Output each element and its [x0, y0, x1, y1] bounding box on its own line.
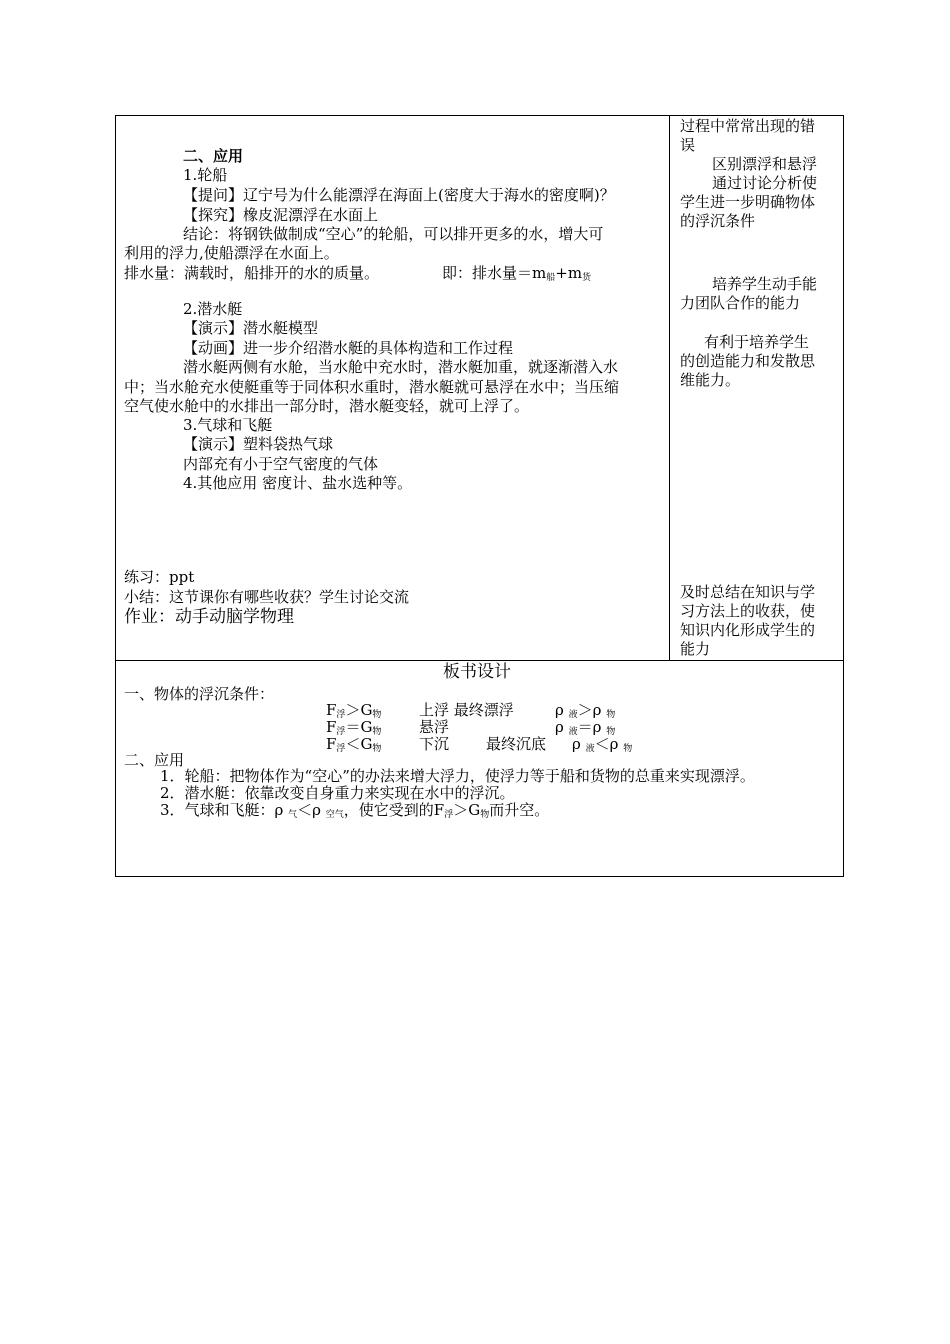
side-note-2: 区别漂浮和悬浮	[712, 155, 818, 173]
balloon-desc: 内部充有小于空气密度的气体	[183, 455, 379, 473]
column-divider	[669, 115, 670, 660]
condition-suspend-force: F浮＝G物	[326, 718, 382, 737]
side-note-6a: 及时总结在知识与学	[680, 583, 816, 601]
side-note-1a: 过程中常常出现的错	[680, 117, 816, 135]
condition-sink-force: F浮＜G物	[326, 735, 382, 754]
submarine-para-1: 潜水艇两侧有水舱，当水舱中充水时，潜水艇加重，就逐渐潜入水	[183, 358, 619, 376]
board-section-1: 一、物体的浮沉条件：	[124, 685, 275, 703]
condition-rise-state: 上浮 最终漂浮	[419, 701, 514, 719]
submarine-para-2: 中；当水舱充水使艇重等于同体积水重时，潜水艇就可悬浮在水中；当压缩	[124, 378, 620, 396]
condition-rise-density: ρ 液＞ρ 物	[555, 701, 616, 720]
row-divider	[115, 660, 844, 661]
balloon-heading: 3.气球和飞艇	[183, 416, 273, 434]
side-note-1b: 误	[680, 136, 696, 154]
balloon-demo: 【演示】塑料袋热气球	[183, 435, 334, 453]
side-note-6c: 知识内化形成学生的	[680, 621, 816, 639]
condition-sink-density: ρ 液＜ρ 物	[572, 735, 633, 754]
side-note-4b: 力团队合作的能力	[680, 294, 801, 312]
homework: 作业：动手动脑学物理	[124, 607, 294, 627]
condition-suspend-state: 悬浮	[419, 718, 450, 736]
condition-suspend-density: ρ 液＝ρ 物	[555, 718, 616, 737]
side-note-3b: 学生进一步明确物体	[680, 193, 816, 211]
side-note-6b: 习方法上的收获，使	[680, 602, 816, 620]
board-section-2: 二、应用	[124, 751, 185, 769]
board-app-3: 3．气球和飞艇：ρ 气＜ρ 空气，使它受到的F浮＞G物而升空。	[160, 801, 550, 820]
submarine-para-3: 空气使水舱中的水排出一部分时，潜水艇变轻，就可上浮了。	[124, 397, 530, 415]
ship-conclusion-1: 结论：将钢铁做制成“空心”的轮船，可以排开更多的水，增大可	[183, 225, 604, 243]
board-app-2: 2．潜水艇：依靠改变自身重力来实现在水中的浮沉。	[160, 784, 515, 802]
condition-sink-final: 最终沉底	[486, 735, 547, 753]
submarine-heading: 2.潜水艇	[183, 300, 243, 318]
ship-question: 【提问】辽宁号为什么能漂浮在海面上(密度大于海水的密度啊)？	[183, 186, 615, 204]
condition-rise-force: F浮＞G物	[326, 701, 382, 720]
displacement-definition: 排水量：满载时，船排开的水的质量。	[124, 264, 380, 282]
side-note-6d: 能力	[680, 640, 711, 658]
side-note-4a: 培养学生动手能	[712, 275, 818, 293]
ship-conclusion-2: 利用的浮力,使船漂浮在水面上。	[124, 244, 339, 262]
submarine-demo: 【演示】潜水艇模型	[183, 319, 319, 337]
displacement-formula: 即：排水量＝m船+m货	[442, 264, 592, 283]
ship-explore: 【探究】橡皮泥漂浮在水面上	[183, 206, 379, 224]
board-app-1: 1．轮船：把物体作为“空心”的办法来增大浮力，使浮力等于船和货物的总重来实现漂浮。	[160, 767, 755, 785]
submarine-animation: 【动画】进一步介绍潜水艇的具体构造和工作过程	[183, 339, 514, 357]
other-applications: 4.其他应用 密度计、盐水选种等。	[183, 474, 413, 492]
section-title: 二、应用	[183, 147, 244, 165]
side-note-3c: 的浮沉条件	[680, 212, 756, 230]
board-title: 板书设计	[443, 662, 511, 682]
side-note-5b: 的创造能力和发散思	[680, 352, 816, 370]
condition-sink-state: 下沉	[419, 735, 450, 753]
summary: 小结：这节课你有哪些收获？学生讨论交流	[124, 588, 410, 606]
side-note-5a: 有利于培养学生	[704, 333, 810, 351]
side-note-3a: 通过讨论分析使	[712, 174, 818, 192]
practice: 练习：ppt	[124, 568, 195, 586]
side-note-5c: 维能力。	[680, 371, 741, 389]
ship-heading: 1.轮船	[183, 166, 228, 184]
